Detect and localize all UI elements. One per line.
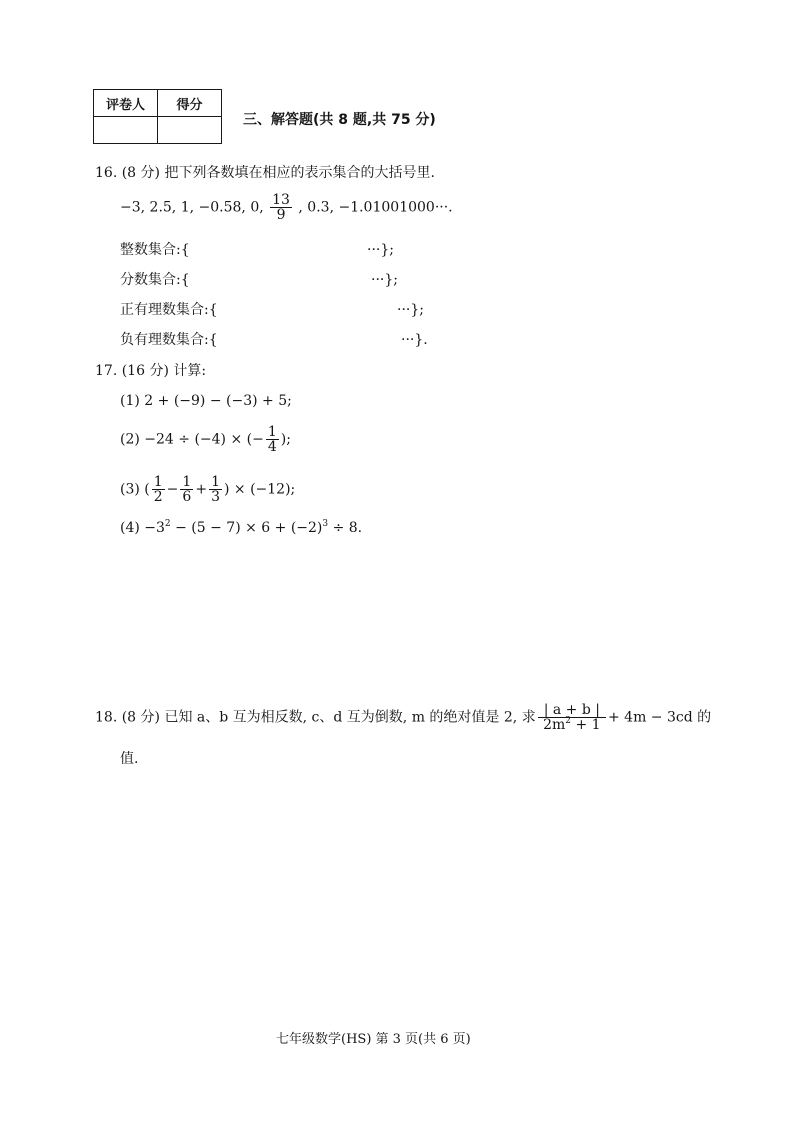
q16-set-label-fraction: 分数集合:{ — [120, 272, 190, 288]
q18-den-exp: 2 — [565, 716, 572, 726]
q18-line1 — [95, 703, 711, 732]
q17-p2-den: 4 — [267, 439, 277, 455]
q16-numbers-after: , 0.3, −1.01001000···. — [298, 199, 453, 216]
q18-prompt-after: + 4m − 3cd 的 — [607, 709, 712, 726]
q18-frac-num: | a + b | — [538, 703, 606, 718]
grader-cell — [94, 117, 158, 144]
q17-p4-exp2: 3 — [322, 519, 329, 529]
q17-p4-a: (4) −3 — [120, 520, 165, 536]
q16-set-tail-integer: ···}; — [367, 242, 394, 258]
q17-p4-c: ÷ 8. — [328, 520, 363, 536]
q17-part4 — [120, 518, 362, 538]
q16-prompt: 16. (8 分) 把下列各数填在相应的表示集合的大括号里. — [95, 165, 435, 181]
q17-part2 — [120, 425, 291, 454]
q18-den-a: 2m — [543, 717, 566, 733]
page-footer: 七年级数学(HS) 第 3 页(共 6 页) — [276, 1032, 471, 1047]
q16-frac-num: 13 — [272, 192, 290, 208]
q17-p3-op2: + — [195, 481, 208, 498]
q17-p3-end: ) × (−12); — [223, 481, 296, 498]
q17-p3-fraction-3 — [209, 475, 222, 504]
q18-fraction — [538, 703, 606, 732]
q17-p3-f3-num: 1 — [211, 474, 220, 490]
q16-set-label-integer: 整数集合:{ — [120, 242, 190, 258]
q17-p2-after: ); — [280, 431, 291, 448]
score-header: 得分 — [158, 90, 222, 117]
q17-p4-exp1: 2 — [164, 519, 171, 529]
score-table — [93, 89, 222, 144]
q16-set-tail-fraction: ···}; — [371, 272, 398, 288]
q17-part1: (1) 2 + (−9) − (−3) + 5; — [120, 393, 292, 409]
score-cell — [158, 117, 222, 144]
q18-prompt-before: 18. (8 分) 已知 a、b 互为相反数, c、d 互为倒数, m 的绝对值是 2, 求 — [95, 709, 536, 726]
q16-set-tail-negative: ···}. — [401, 332, 428, 348]
q16-set-label-positive: 正有理数集合:{ — [120, 302, 218, 318]
q17-p3-f1-num: 1 — [153, 474, 163, 490]
q18-den-b: + 1 — [571, 717, 601, 733]
q18-line2: 值. — [120, 751, 139, 767]
q17-p2-before: (2) −24 ÷ (−4) × (− — [120, 431, 264, 448]
q16-frac-den: 9 — [276, 207, 286, 223]
q17-p3-fraction-1 — [152, 475, 165, 504]
q17-p3-f3-den: 3 — [211, 489, 220, 505]
q17-prompt: 17. (16 分) 计算: — [95, 363, 207, 379]
section-header: 三、解答题(共 8 题,共 75 分) — [243, 112, 436, 128]
q17-p2-fraction — [266, 425, 279, 454]
q17-p3-f1-den: 2 — [153, 489, 163, 505]
q16-set-label-negative: 负有理数集合:{ — [120, 332, 218, 348]
q17-p3-f2-num: 1 — [182, 474, 192, 490]
q17-part3 — [120, 475, 295, 504]
grader-header: 评卷人 — [94, 90, 158, 117]
q17-p3-f2-den: 6 — [182, 489, 192, 505]
q16-set-tail-positive: ···}; — [397, 302, 424, 318]
q17-p4-b: − (5 − 7) × 6 + (−2) — [170, 520, 323, 536]
q17-p3-start: (3) ( — [120, 481, 150, 498]
q16-fraction — [270, 193, 292, 222]
q16-number-list — [120, 193, 453, 222]
q16-numbers-before: −3, 2.5, 1, −0.58, 0, — [120, 199, 264, 216]
q17-p3-fraction-2 — [180, 475, 193, 504]
q17-p3-op1: − — [166, 481, 179, 498]
q18-frac-den — [538, 718, 606, 732]
q17-p2-num: 1 — [267, 424, 277, 440]
